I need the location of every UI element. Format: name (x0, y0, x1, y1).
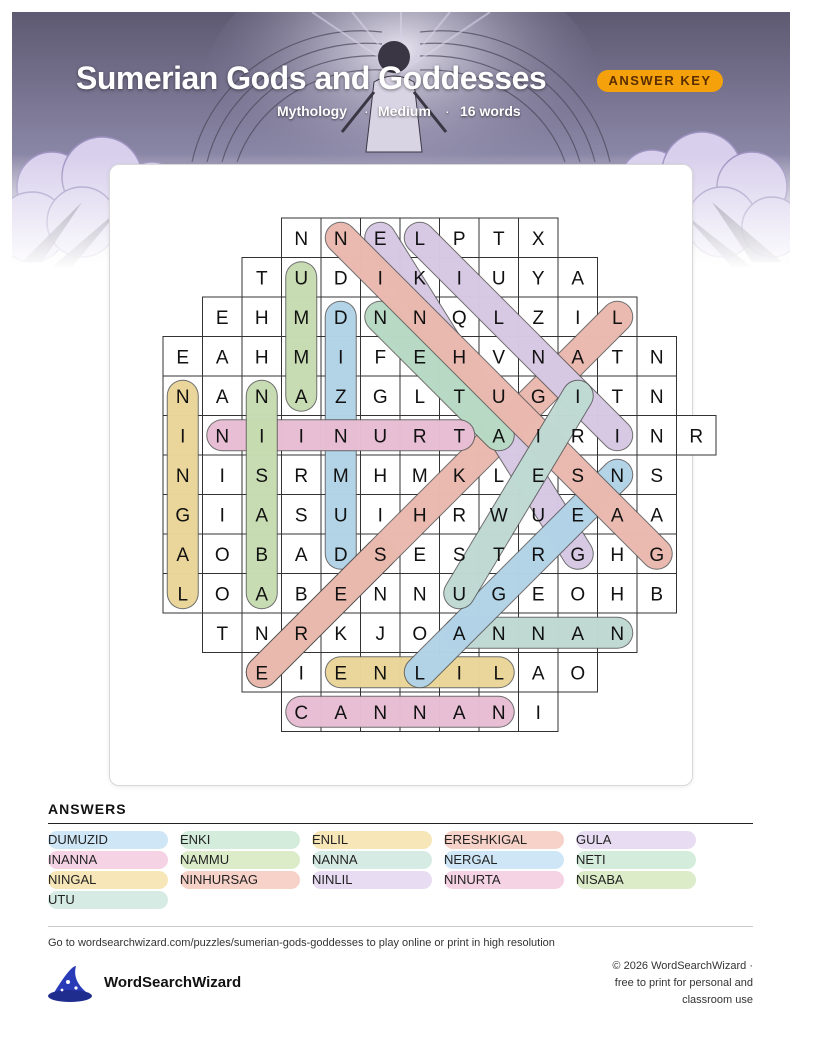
grid-letter: E (373, 228, 387, 250)
answer-label: ENLIL (312, 832, 349, 847)
grid-letter: L (493, 663, 505, 685)
grid-letter: A (452, 702, 466, 724)
wizard-hat-icon (46, 962, 94, 1004)
grid-letter: N (175, 465, 190, 487)
grid-letter: E (334, 663, 348, 685)
grid-letter: B (294, 584, 308, 606)
grid-letter: U (452, 584, 467, 606)
grid-letter: K (413, 268, 427, 290)
answer-utu (48, 891, 168, 909)
difficulty-label: Medium (378, 103, 431, 119)
grid-letter: N (610, 623, 625, 645)
grid-letter: T (216, 623, 229, 645)
grid-letter: N (373, 663, 388, 685)
answer-gula (576, 831, 696, 849)
grid-letter: I (377, 268, 383, 290)
grid-letter: E (215, 307, 229, 329)
grid-letter: I (338, 347, 344, 369)
grid-letter: H (254, 347, 269, 369)
answer-label: DUMUZID (48, 832, 108, 847)
grid-letter: U (294, 268, 309, 290)
grid-letter: N (649, 347, 664, 369)
grid-letter: Q (451, 307, 467, 329)
grid-letter: U (491, 268, 506, 290)
grid-letter: A (176, 544, 190, 566)
grid-letter: S (373, 544, 387, 566)
grid-letter: U (531, 505, 546, 527)
grid-letter: A (571, 623, 585, 645)
grid-letter: I (575, 307, 581, 329)
answer-enlil (312, 831, 432, 849)
grid-letter: M (293, 347, 310, 369)
grid-letter: H (412, 505, 427, 527)
grid-letter: F (374, 347, 387, 369)
grid-letter: O (412, 623, 428, 645)
grid-letter: Z (532, 307, 545, 329)
grid-letter: A (294, 544, 308, 566)
grid-letter: T (492, 228, 505, 250)
grid-letter: H (452, 347, 467, 369)
grid-letter: L (177, 584, 189, 606)
grid-letter: N (412, 702, 427, 724)
answer-ninurta (444, 871, 564, 889)
grid-letter: N (333, 426, 348, 448)
grid-letter: N (491, 702, 506, 724)
grid-letter: E (531, 584, 545, 606)
answer-inanna (48, 851, 168, 869)
answer-nisaba (576, 871, 696, 889)
grid-letter: U (491, 386, 506, 408)
meta-separator: · (445, 103, 450, 119)
grid-letter: N (649, 386, 664, 408)
grid-letter: N (531, 623, 546, 645)
grid-letter: L (611, 307, 623, 329)
answer-label: NANNA (312, 852, 358, 867)
grid-letter: N (412, 584, 427, 606)
puzzle-title: Sumerian Gods and Goddesses (76, 60, 547, 96)
grid-letter: I (535, 702, 541, 724)
grid-letter: H (610, 544, 625, 566)
grid-letter: I (298, 426, 304, 448)
grid-letter: A (215, 347, 229, 369)
grid-letter: G (175, 505, 191, 527)
grid-letter: B (255, 544, 269, 566)
grid-letter: I (377, 505, 383, 527)
grid-letter: P (452, 228, 466, 250)
grid-letter: N (531, 347, 546, 369)
grid-letter: N (254, 386, 269, 408)
grid-letter: E (413, 544, 427, 566)
grid-letter: E (176, 347, 190, 369)
grid-letter: N (491, 623, 506, 645)
answer-ninlil (312, 871, 432, 889)
answer-label: NINGAL (48, 872, 97, 887)
grid-letter: S (452, 544, 466, 566)
grid-letter: I (456, 268, 462, 290)
grid-letter: E (531, 465, 545, 487)
grid-letter: E (413, 347, 427, 369)
category-label: Mythology (277, 103, 347, 119)
grid-letter: I (180, 426, 186, 448)
grid-letter: D (333, 544, 348, 566)
grid-letter: W (489, 505, 508, 527)
grid-letter: I (219, 465, 225, 487)
answer-label: UTU (48, 892, 75, 907)
grid-letter: H (610, 584, 625, 606)
grid-letter: I (614, 426, 620, 448)
grid-letter: R (452, 505, 467, 527)
answer-ereshkigal (444, 831, 564, 849)
grid-letter: L (414, 386, 426, 408)
grid-letter: N (215, 426, 230, 448)
grid-letter: N (175, 386, 190, 408)
answer-key-badge: ANSWER KEY (597, 70, 723, 92)
grid-letter: B (650, 584, 664, 606)
grid-letter: E (334, 584, 348, 606)
grid-letter: I (219, 505, 225, 527)
grid-letter: D (333, 307, 348, 329)
grid-letter: R (294, 465, 309, 487)
meta-separator: · (364, 103, 369, 119)
copyright-line: © 2026 WordSearchWizard · (612, 960, 753, 972)
grid-letter: N (610, 465, 625, 487)
answers-divider (48, 823, 753, 824)
grid-letter: A (255, 584, 269, 606)
answer-nergal (444, 851, 564, 869)
grid-letter: N (373, 702, 388, 724)
grid-letter: T (611, 386, 624, 408)
grid-letter: T (255, 268, 268, 290)
grid-letter: G (649, 544, 665, 566)
answer-label: NETI (576, 852, 606, 867)
grid-letter: C (294, 702, 309, 724)
grid-letter: A (452, 623, 466, 645)
grid-letter: H (254, 307, 269, 329)
answer-ningal (48, 871, 168, 889)
grid-letter: G (530, 386, 546, 408)
word-count-label: 16 words (460, 103, 521, 119)
answer-label: NINLIL (312, 872, 353, 887)
grid-letter: G (570, 544, 586, 566)
answers-heading: ANSWERS (48, 801, 127, 817)
answer-label: ERESHKIGAL (444, 832, 528, 847)
grid-letter: Z (334, 386, 347, 408)
grid-letter: A (531, 663, 545, 685)
answer-label: NAMMU (180, 852, 230, 867)
grid-letter: K (452, 465, 466, 487)
grid-letter: L (493, 307, 505, 329)
grid-letter: N (649, 426, 664, 448)
grid-letter: O (214, 544, 230, 566)
grid-letter: I (298, 663, 304, 685)
grid-letter: L (414, 228, 426, 250)
grid-letter: A (492, 426, 506, 448)
grid-letter: T (611, 347, 624, 369)
grid-letter: L (414, 663, 426, 685)
grid-letter: N (333, 228, 348, 250)
grid-letter: R (294, 623, 309, 645)
answer-label: NISABA (576, 872, 624, 887)
copyright-line: free to print for personal and (614, 977, 753, 989)
grid-letter: D (333, 268, 348, 290)
grid-letter: O (570, 663, 586, 685)
grid-letter: R (412, 426, 427, 448)
grid-letter: A (215, 386, 229, 408)
grid-letter: A (571, 268, 585, 290)
answer-label: INANNA (48, 852, 98, 867)
grid-letter: T (492, 544, 505, 566)
grid-letter: A (650, 505, 664, 527)
footer-divider (48, 926, 753, 927)
footer-url-text: Go to wordsearchwizard.com/puzzles/sumerian-gods-goddesses to play online or print in high resolution (48, 937, 555, 949)
grid-letter: I (575, 386, 581, 408)
grid-letter: R (570, 426, 585, 448)
answer-ninhursag (180, 871, 300, 889)
grid-letter: N (254, 623, 269, 645)
grid-letter: O (570, 584, 586, 606)
grid-letter: U (333, 505, 348, 527)
grid-letter: K (334, 623, 348, 645)
grid-letter: M (411, 465, 428, 487)
grid-letter: A (334, 702, 348, 724)
answer-enki (180, 831, 300, 849)
grid-letter: U (373, 426, 388, 448)
grid-letter: L (493, 465, 505, 487)
grid-letter: A (255, 505, 269, 527)
answer-label: NINURTA (444, 872, 501, 887)
grid-letter: A (294, 386, 308, 408)
answer-nanna (312, 851, 432, 869)
copyright-notice (553, 958, 753, 1009)
grid-letter: S (650, 465, 664, 487)
answer-label: GULA (576, 832, 612, 847)
brand-name: WordSearchWizard (104, 974, 242, 991)
grid-letter: S (255, 465, 269, 487)
grid-letter: A (610, 505, 624, 527)
grid-letter: M (293, 307, 310, 329)
grid-letter: S (571, 465, 585, 487)
grid-letter: J (375, 623, 385, 645)
grid-letter: E (571, 505, 585, 527)
grid-letter: A (571, 347, 585, 369)
answer-label: NERGAL (444, 852, 498, 867)
grid-letter: M (332, 465, 349, 487)
answer-label: NINHURSAG (180, 872, 259, 887)
grid-letter: E (255, 663, 269, 685)
answer-nammu (180, 851, 300, 869)
grid-letter: N (373, 584, 388, 606)
grid-letter: O (214, 584, 230, 606)
answer-neti (576, 851, 696, 869)
grid-letter: I (535, 426, 541, 448)
grid-letter: I (456, 663, 462, 685)
grid-letter: I (259, 426, 265, 448)
grid-letter: S (294, 505, 308, 527)
grid-letter: N (373, 307, 388, 329)
grid-letter: R (531, 544, 546, 566)
grid-letter: N (412, 307, 427, 329)
grid-letter: X (531, 228, 545, 250)
grid-letter: N (294, 228, 309, 250)
grid-letter: V (492, 347, 506, 369)
grid-letter: G (491, 584, 507, 606)
grid-letter: R (689, 426, 704, 448)
grid-letter: H (373, 465, 388, 487)
answer-dumuzid (48, 831, 168, 849)
answer-label: ENKI (180, 832, 211, 847)
grid-letter: T (453, 426, 466, 448)
copyright-line: classroom use (682, 994, 753, 1006)
grid-letter: G (372, 386, 388, 408)
grid-letter: Y (531, 268, 545, 290)
grid-letter: T (453, 386, 466, 408)
